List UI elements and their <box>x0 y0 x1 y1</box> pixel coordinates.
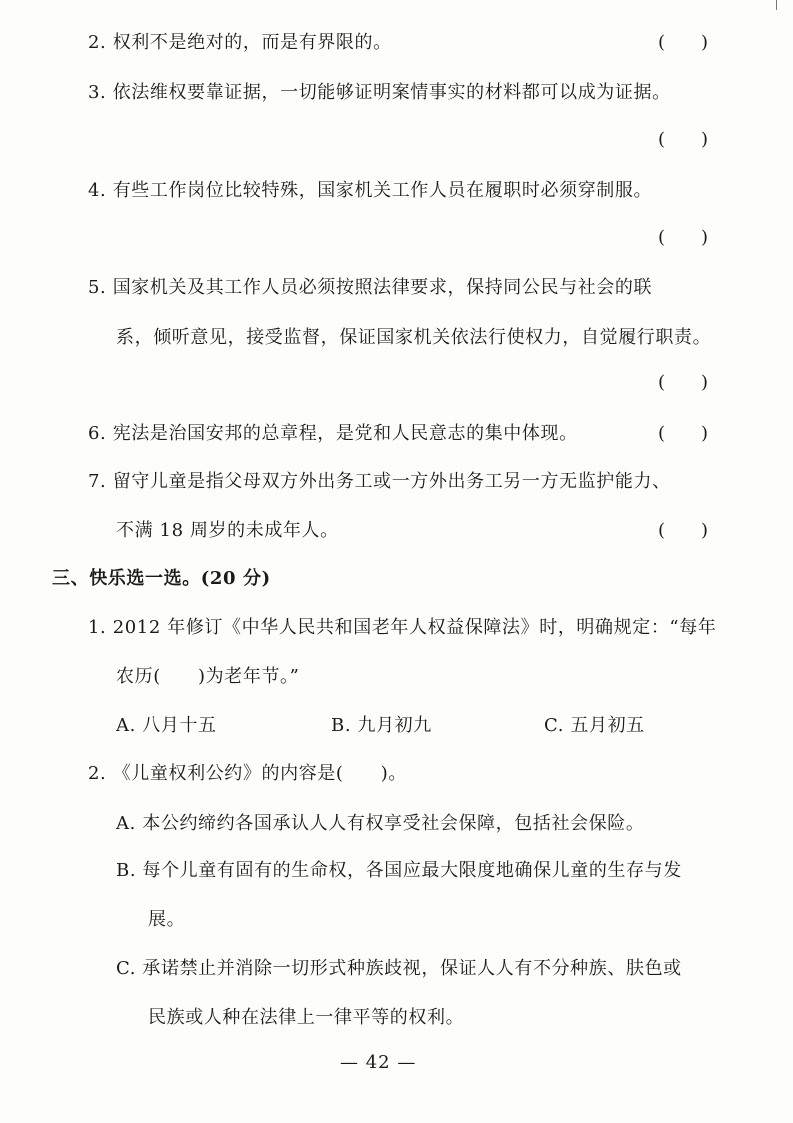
choice-q1-option-a[interactable]: A. 八月十五 <box>116 715 217 736</box>
judgement-q2 <box>88 30 392 56</box>
q5-text-line1: 国家机关及其工作人员必须按照法律要求，保持同公民与社会的联 <box>112 277 653 298</box>
q7-answer-paren[interactable]: ( ) <box>658 520 709 541</box>
q4-answer-paren[interactable]: ( ) <box>658 227 709 248</box>
q3-answer-paren[interactable]: ( ) <box>658 129 709 150</box>
q2-number: 2. <box>88 32 107 53</box>
judgement-q6 <box>88 421 578 447</box>
judgement-q7-line1 <box>88 469 671 495</box>
q3-number: 3. <box>88 82 107 103</box>
q5-text-line2: 系，倾听意见，接受监督，保证国家机关依法行使权力，自觉履行职责。 <box>116 327 712 348</box>
choice-q2-stem <box>88 761 407 787</box>
q4-text: 有些工作岗位比较特殊，国家机关工作人员在履职时必须穿制服。 <box>112 180 653 201</box>
choice-q2-option-a[interactable]: A. 本公约缔约各国承认人人有权享受社会保障，包括社会保险。 <box>116 813 645 834</box>
choice-q2-option-b-line1[interactable]: B. 每个儿童有固有的生命权，各国应最大限度地确保儿童的生存与发 <box>116 860 682 881</box>
judgement-q5-line1 <box>88 275 652 301</box>
choice-q2-option-c-line1[interactable]: C. 承诺禁止并消除一切形式种族歧视，保证人人有不分种族、肤色或 <box>116 958 682 979</box>
q3-text: 依法维权要靠证据，一切能够证明案情事实的材料都可以成为证据。 <box>112 82 671 103</box>
choice-q1-text-line2: 农历( )为老年节。” <box>116 666 300 687</box>
q6-number: 6. <box>88 423 107 444</box>
corner-mark <box>776 0 777 10</box>
choice-q1-number: 1. <box>88 617 107 638</box>
q7-number: 7. <box>88 471 107 492</box>
q6-text: 宪法是治国安邦的总章程，是党和人民意志的集中体现。 <box>112 423 578 444</box>
q5-number: 5. <box>88 277 107 298</box>
judgement-q4 <box>88 178 652 204</box>
choice-q1-line1 <box>88 615 716 641</box>
page-number: — 42 — <box>340 1052 417 1073</box>
q2-text: 权利不是绝对的，而是有界限的。 <box>112 32 392 53</box>
section-title: 三、快乐选一选。(20 分) <box>52 568 271 589</box>
q7-text-line2: 不满 18 周岁的未成年人。 <box>116 520 339 541</box>
choice-q2-option-c-line2: 民族或人种在法律上一律平等的权利。 <box>148 1007 465 1028</box>
choice-q1-option-b[interactable]: B. 九月初九 <box>331 715 432 736</box>
q5-answer-paren[interactable]: ( ) <box>658 372 709 393</box>
q7-text-line1: 留守儿童是指父母双方外出务工或一方外出务工另一方无监护能力、 <box>112 471 671 492</box>
choice-q2-text: 《儿童权利公约》的内容是( )。 <box>112 763 407 784</box>
choice-q2-option-b-line2: 展。 <box>148 909 186 930</box>
choice-q2-number: 2. <box>88 763 107 784</box>
q6-answer-paren[interactable]: ( ) <box>658 423 709 444</box>
choice-q1-option-c[interactable]: C. 五月初五 <box>544 715 645 736</box>
q2-answer-paren[interactable]: ( ) <box>658 32 709 53</box>
choice-q1-text-line1: 2012 年修订《中华人民共和国老年人权益保障法》时，明确规定：“每年 <box>112 617 717 638</box>
q4-number: 4. <box>88 180 107 201</box>
judgement-q3 <box>88 80 671 106</box>
